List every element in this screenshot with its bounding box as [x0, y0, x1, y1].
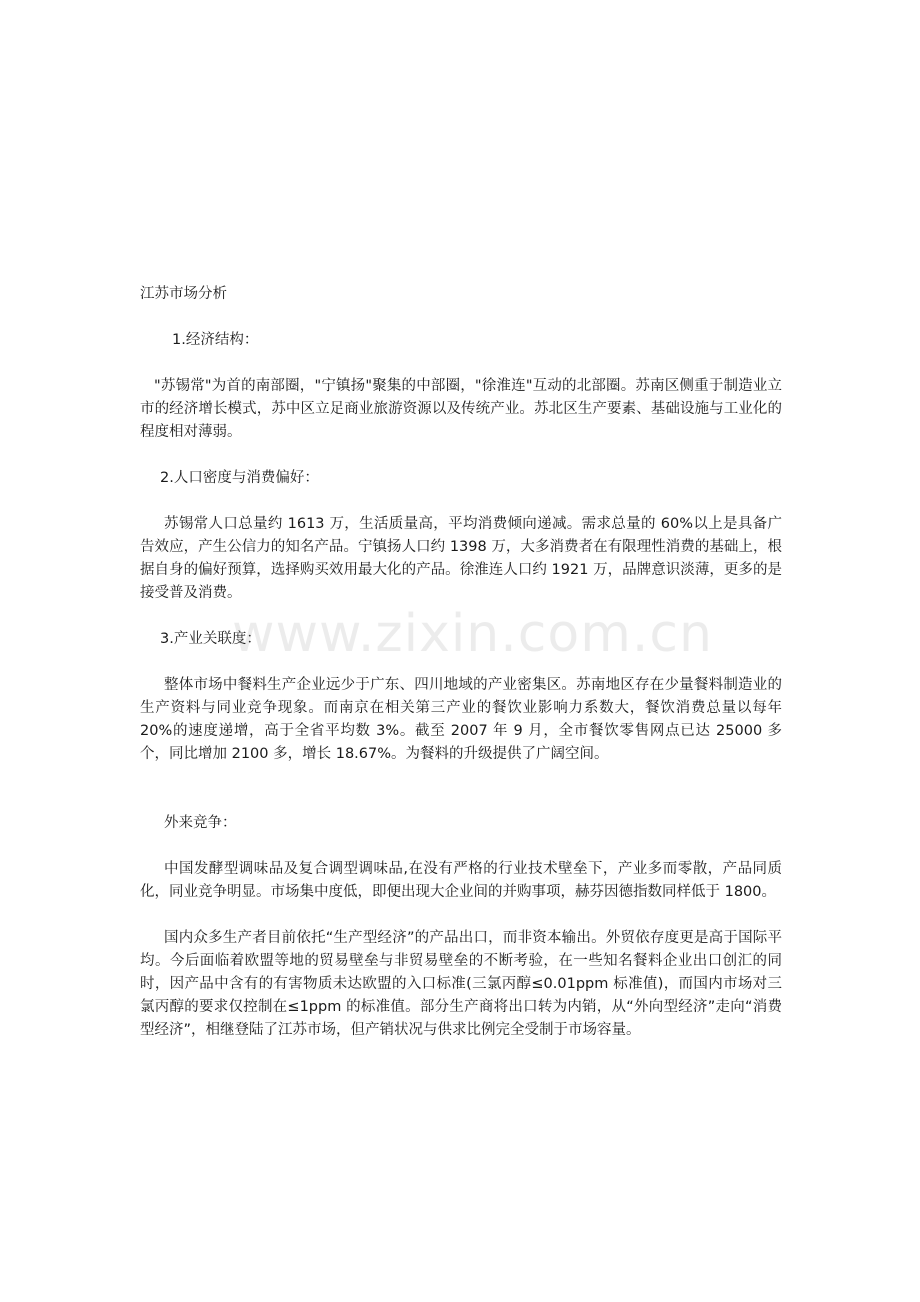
section-heading-industry: 3.产业关联度：: [160, 631, 261, 647]
paragraph-competition-2: 国内众多生产者目前依托“生产型经济”的产品出口，而非资本输出。外贸依存度更是高于国际平均。今后面临着欧盟等地的贸易壁垒与非贸易壁垒的不断考验，在一些知名餐料企业出口创汇的同时，因产品中含有的有害物质未达欧盟的入口标准(三氯丙醇≤0.01ppm 标准值)，而国内市场对三氯丙醇的要求仅控制在≤1ppm 的标准值。部分生产商将出口转为内销，从“外向型经济”走向“消费型经济”，相继登陆了江苏市场，但产销状况与供求比例完全受制于市场容量。: [140, 930, 782, 1038]
document-body: [140, 283, 782, 1065]
section-heading-competition: 外来竞争：: [164, 815, 237, 831]
paragraph-economic-structure: "苏锡常"为首的南部圈，"宁镇扬"聚集的中部圈，"徐淮连"互动的北部圈。苏南区侧重于制造业立市的经济增长模式，苏中区立足商业旅游资源以及传统产业。苏北区生产要素、基础设施与工业化的程度相对薄弱。: [140, 378, 782, 440]
paragraph-industry: 整体市场中餐料生产企业远少于广东、四川地域的产业密集区。苏南地区存在少量餐料制造业的生产资料与同业竞争现象。而南京在相关第三产业的餐饮业影响力系数大，餐饮消费总量以每年 20%的速度递增，高于全省平均数 3%。截至 2007 年 9 月，全市餐饮零售网点已达 25000 多个，同比增加 2100 多，增长 18.67%。为餐料的升级提供了广阔空间。: [140, 677, 782, 762]
watermark: www.zixin.com.cn: [232, 604, 713, 664]
section-heading-population: 2.人口密度与消费偏好：: [160, 470, 319, 486]
document-title: 江苏市场分析: [140, 286, 227, 302]
section-heading-economic-structure: 1.经济结构：: [172, 332, 259, 348]
paragraph-population: 苏锡常人口总量约 1613 万，生活质量高，平均消费倾向递减。需求总量的 60%以上是具备广告效应，产生公信力的知名产品。宁镇扬人口约 1398 万，大多消费者在有限理性消费的基础上，根据自身的偏好预算，选择购买效用最大化的产品。徐淮连人口约 1921 万，品牌意识淡薄，更多的是接受普及消费。: [140, 516, 782, 601]
paragraph-competition-1: 中国发酵型调味品及复合调型调味品,在没有严格的行业技术壁垒下，产业多而零散，产品同质化，同业竞争明显。市场集中度低，即便出现大企业间的并购事项，赫芬因德指数同样低于 1800。: [140, 861, 782, 900]
